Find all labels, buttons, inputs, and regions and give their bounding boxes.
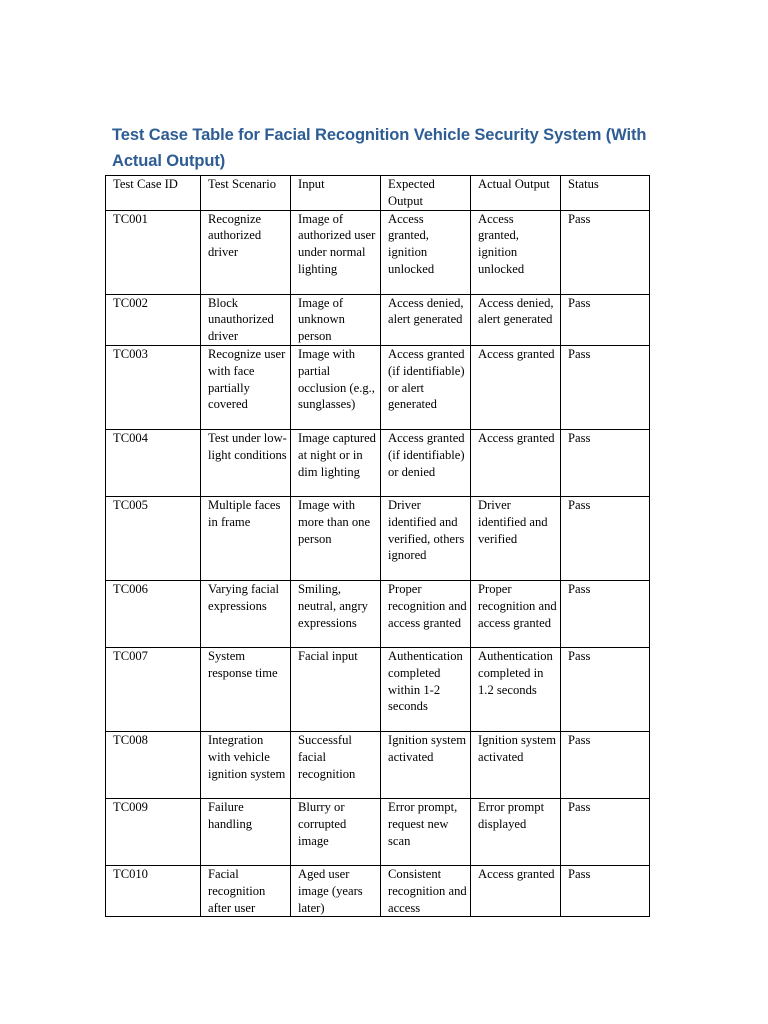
status-cell: Pass <box>561 580 650 647</box>
input-cell: Successful facial recognition <box>291 731 381 798</box>
test-scenario-cell: Facial recognition after user <box>201 865 291 916</box>
status-cell: Pass <box>561 345 650 429</box>
actual-output-cell: Authentication completed in 1.2 seconds <box>471 647 561 731</box>
input-cell: Image of unknown person <box>291 294 381 345</box>
test-scenario-cell: Recognize authorized driver <box>201 210 291 294</box>
status-cell: Pass <box>561 865 650 916</box>
status-cell: Pass <box>561 647 650 731</box>
test-case-id-cell: TC006 <box>106 580 201 647</box>
expected-output-cell: Proper recognition and access granted <box>381 580 471 647</box>
status-cell: Pass <box>561 496 650 580</box>
test-scenario-cell: System response time <box>201 647 291 731</box>
input-cell: Blurry or corrupted image <box>291 798 381 865</box>
test-case-id-cell: TC009 <box>106 798 201 865</box>
actual-output-cell: Proper recognition and access granted <box>471 580 561 647</box>
table-header-row <box>106 176 650 211</box>
actual-output-cell: Ignition system activated <box>471 731 561 798</box>
header-expected-output: Expected Output <box>381 176 471 211</box>
test-case-table <box>105 175 650 917</box>
header-actual-output: Actual Output <box>471 176 561 211</box>
header-test-case-id: Test Case ID <box>106 176 201 211</box>
expected-output-cell: Error prompt, request new scan <box>381 798 471 865</box>
test-case-id-cell: TC002 <box>106 294 201 345</box>
table-row <box>106 429 650 496</box>
actual-output-cell: Access granted <box>471 865 561 916</box>
input-cell: Smiling, neutral, angry expressions <box>291 580 381 647</box>
test-case-id-cell: TC001 <box>106 210 201 294</box>
expected-output-cell: Authentication completed within 1-2 seconds <box>381 647 471 731</box>
status-cell: Pass <box>561 210 650 294</box>
header-input: Input <box>291 176 381 211</box>
test-case-id-cell: TC007 <box>106 647 201 731</box>
expected-output-cell: Access denied, alert generated <box>381 294 471 345</box>
status-cell: Pass <box>561 798 650 865</box>
table-row <box>106 294 650 345</box>
status-cell: Pass <box>561 731 650 798</box>
test-case-id-cell: TC004 <box>106 429 201 496</box>
test-scenario-cell: Failure handling <box>201 798 291 865</box>
expected-output-cell: Access granted (if identifiable) or alert generated <box>381 345 471 429</box>
actual-output-cell: Driver identified and verified <box>471 496 561 580</box>
table-row <box>106 865 650 916</box>
table-row <box>106 345 650 429</box>
expected-output-cell: Consistent recognition and access <box>381 865 471 916</box>
test-case-id-cell: TC005 <box>106 496 201 580</box>
test-scenario-cell: Multiple faces in frame <box>201 496 291 580</box>
test-scenario-cell: Test under low-light conditions <box>201 429 291 496</box>
test-scenario-cell: Recognize user with face partially covered <box>201 345 291 429</box>
input-cell: Aged user image (years later) <box>291 865 381 916</box>
actual-output-cell: Access denied, alert generated <box>471 294 561 345</box>
table-row <box>106 580 650 647</box>
table-row <box>106 798 650 865</box>
expected-output-cell: Ignition system activated <box>381 731 471 798</box>
input-cell: Image with more than one person <box>291 496 381 580</box>
test-case-id-cell: TC003 <box>106 345 201 429</box>
input-cell: Image of authorized user under normal lighting <box>291 210 381 294</box>
test-case-id-cell: TC008 <box>106 731 201 798</box>
header-status: Status <box>561 176 650 211</box>
actual-output-cell: Access granted, ignition unlocked <box>471 210 561 294</box>
expected-output-cell: Driver identified and verified, others ignored <box>381 496 471 580</box>
actual-output-cell: Access granted <box>471 429 561 496</box>
test-scenario-cell: Varying facial expressions <box>201 580 291 647</box>
actual-output-cell: Access granted <box>471 345 561 429</box>
actual-output-cell: Error prompt displayed <box>471 798 561 865</box>
table-row <box>106 731 650 798</box>
test-case-id-cell: TC010 <box>106 865 201 916</box>
table-row <box>106 496 650 580</box>
input-cell: Image with partial occlusion (e.g., sunglasses) <box>291 345 381 429</box>
expected-output-cell: Access granted (if identifiable) or denied <box>381 429 471 496</box>
page-title: Test Case Table for Facial Recognition Vehicle Security System (With Actual Output) <box>112 126 647 170</box>
input-cell: Facial input <box>291 647 381 731</box>
test-scenario-cell: Block unauthorized driver <box>201 294 291 345</box>
status-cell: Pass <box>561 429 650 496</box>
input-cell: Image captured at night or in dim lighting <box>291 429 381 496</box>
table-row <box>106 647 650 731</box>
expected-output-cell: Access granted, ignition unlocked <box>381 210 471 294</box>
status-cell: Pass <box>561 294 650 345</box>
header-test-scenario: Test Scenario <box>201 176 291 211</box>
table-row <box>106 210 650 294</box>
test-scenario-cell: Integration with vehicle ignition system <box>201 731 291 798</box>
